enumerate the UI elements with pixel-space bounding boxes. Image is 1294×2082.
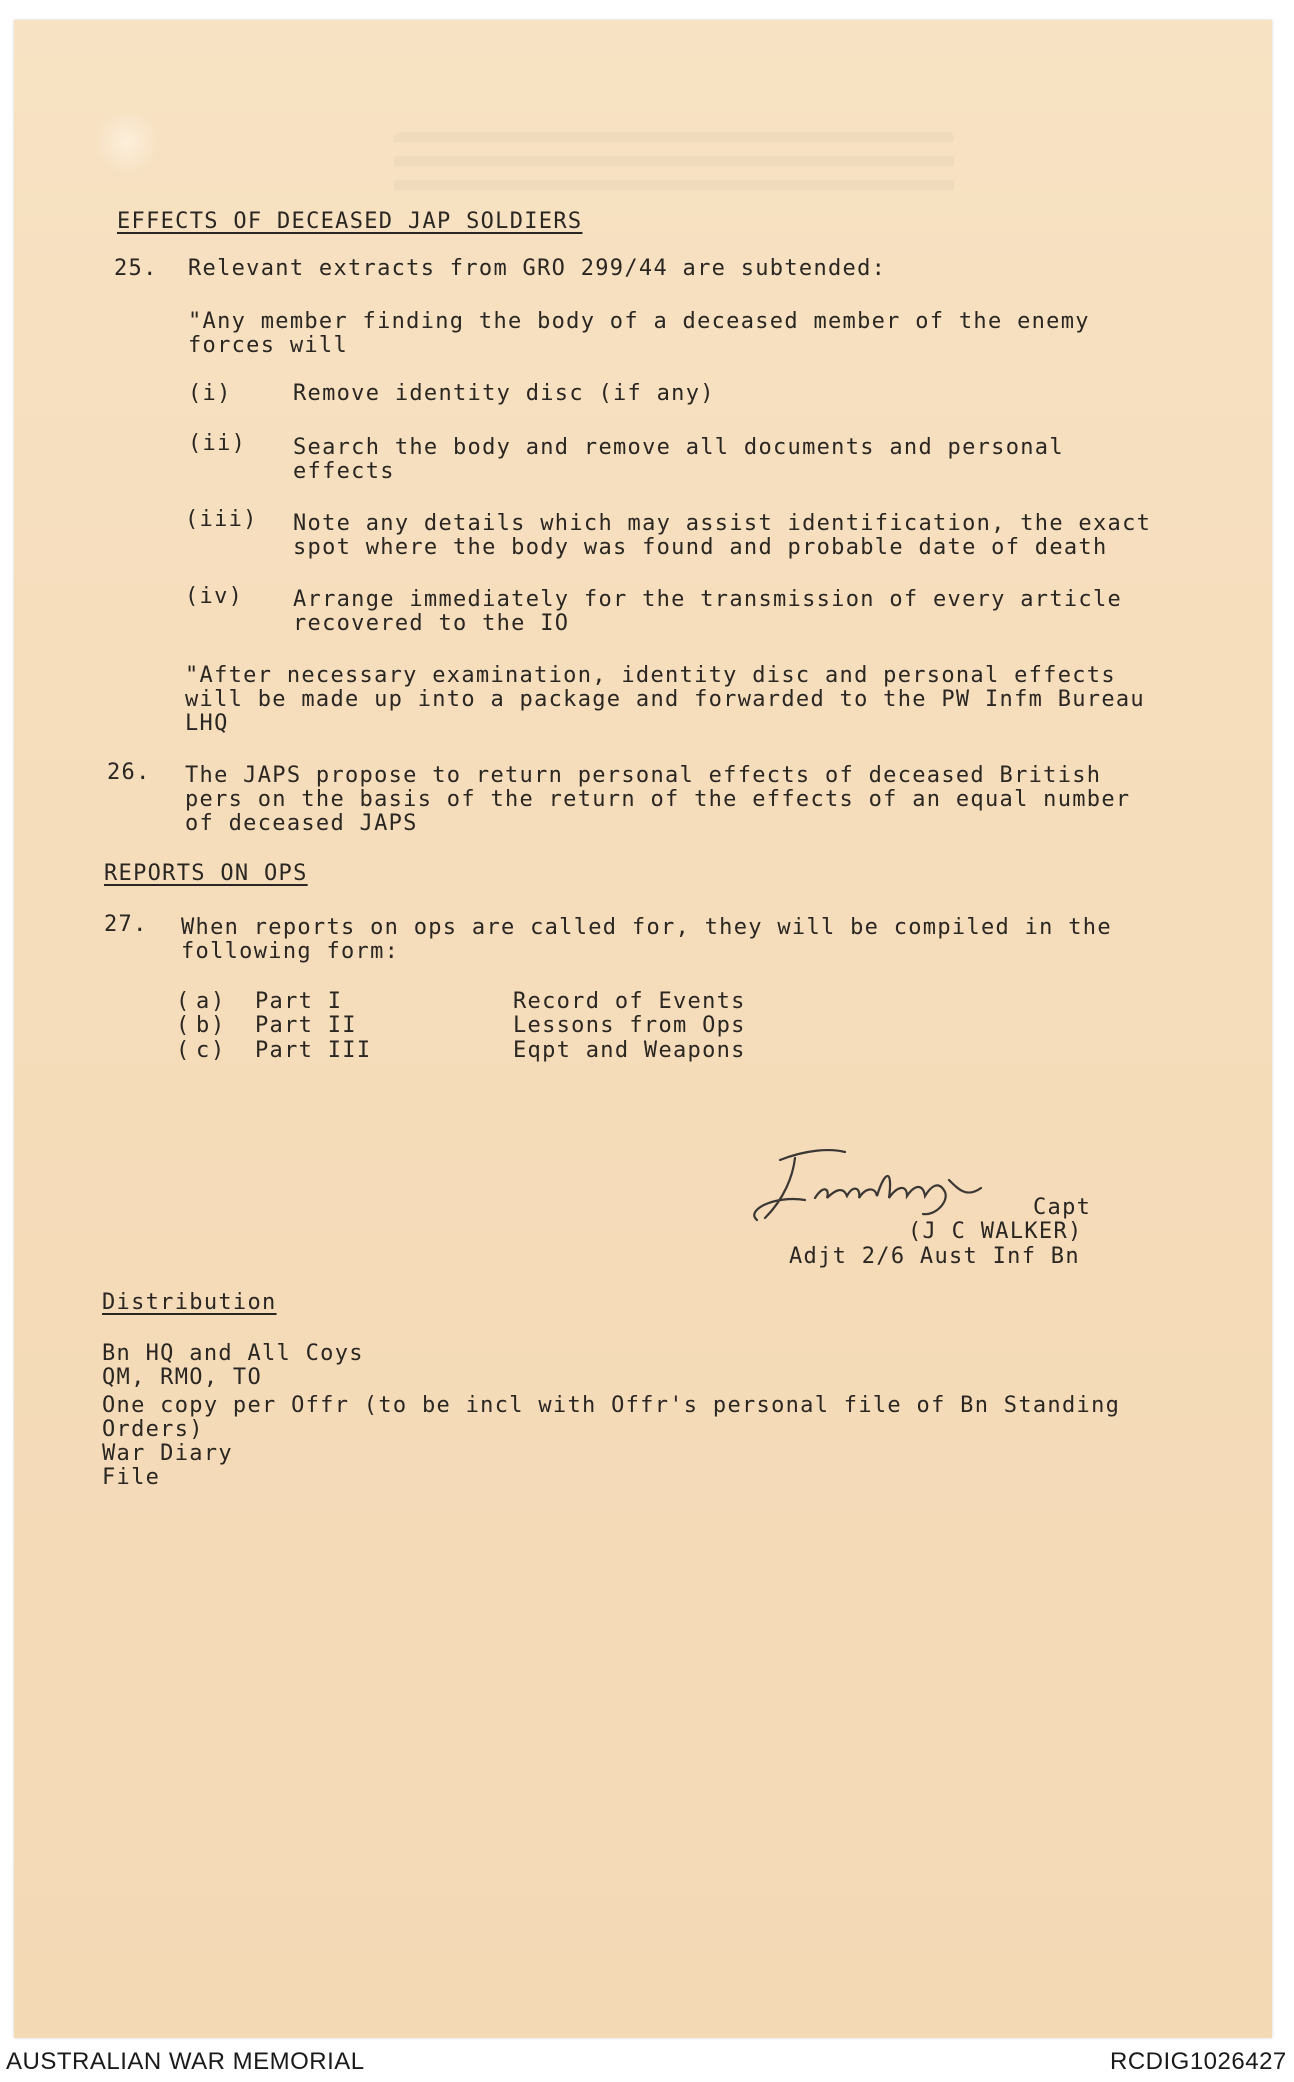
para-26-line: of deceased JAPS [185,811,418,836]
para-27-line: following form: [181,939,400,964]
para-26-number: 26. [107,760,151,785]
part-label-open-paren: ( [176,1038,190,1063]
para-25-number: 25. [114,256,158,281]
signature-appointment: Adjt 2/6 Aust Inf Bn [789,1244,1080,1269]
part-label-close-paren: ) [211,1013,225,1038]
heading-reports: REPORTS ON OPS [104,861,308,886]
para-25-after-line: "After necessary examination, identity disc and personal effects [185,663,1116,688]
para-27-line: When reports on ops are called for, they will be compiled in the [181,915,1112,940]
item-text: effects [293,459,395,484]
footer-id: RCDIG1026427 [1110,2048,1287,2075]
part-label: b [196,1013,211,1038]
signature-name: (J C WALKER) [908,1219,1083,1244]
part-name: Part II [255,1013,357,1038]
para-25-after-line: LHQ [185,711,229,736]
item-text: recovered to the IO [293,611,570,636]
distribution-line: QM, RMO, TO [102,1365,262,1390]
item-text: Search the body and remove all documents and personal [293,435,1064,460]
part-label: c [196,1038,211,1063]
item-text: spot where the body was found and probable date of death [293,535,1108,560]
para-26-line: pers on the basis of the return of the effects of an equal number [185,787,1131,812]
part-desc: Lessons from Ops [513,1013,746,1038]
part-name: Part I [255,989,343,1014]
part-desc: Record of Events [513,989,746,1014]
part-label-open-paren: ( [176,989,190,1014]
distribution-line: File [102,1465,161,1490]
para-26-line: The JAPS propose to return personal effects of deceased British [185,763,1102,788]
signature-rank: Capt [1033,1195,1092,1220]
para-25-quote-line: forces will [188,333,348,358]
item-text: Note any details which may assist identification, the exact [293,511,1152,536]
distribution-line: One copy per Offr (to be incl with Offr's personal file of Bn Standing [102,1393,1121,1418]
part-label: a [196,989,211,1014]
part-label-close-paren: ) [211,1038,225,1063]
show-through-text [394,132,954,202]
part-name: Part III [255,1038,372,1063]
item-label: (iii) [185,507,258,532]
distribution-line: War Diary [102,1441,233,1466]
item-text: Arrange immediately for the transmission of every article [293,587,1123,612]
para-25-after-line: will be made up into a package and forwarded to the PW Infm Bureau [185,687,1145,712]
item-text: Remove identity disc (if any) [293,381,715,406]
distribution-line: Orders) [102,1417,204,1442]
item-label: (i) [188,381,232,406]
part-desc: Eqpt and Weapons [513,1038,746,1063]
paper-stain [92,112,162,172]
part-label-open-paren: ( [176,1013,190,1038]
handwritten-signature [735,1140,1025,1230]
para-25-quote-line: "Any member finding the body of a deceased member of the enemy [188,309,1090,334]
part-label-close-paren: ) [211,989,225,1014]
distribution-heading: Distribution [102,1290,277,1315]
para-25-text: Relevant extracts from GRO 299/44 are subtended: [188,256,887,281]
distribution-line: Bn HQ and All Coys [102,1341,364,1366]
item-label: (iv) [185,584,244,609]
para-27-number: 27. [104,912,148,937]
footer-source: AUSTRALIAN WAR MEMORIAL [6,2048,365,2075]
heading-effects: EFFECTS OF DECEASED JAP SOLDIERS [117,209,583,234]
item-label: (ii) [188,431,247,456]
